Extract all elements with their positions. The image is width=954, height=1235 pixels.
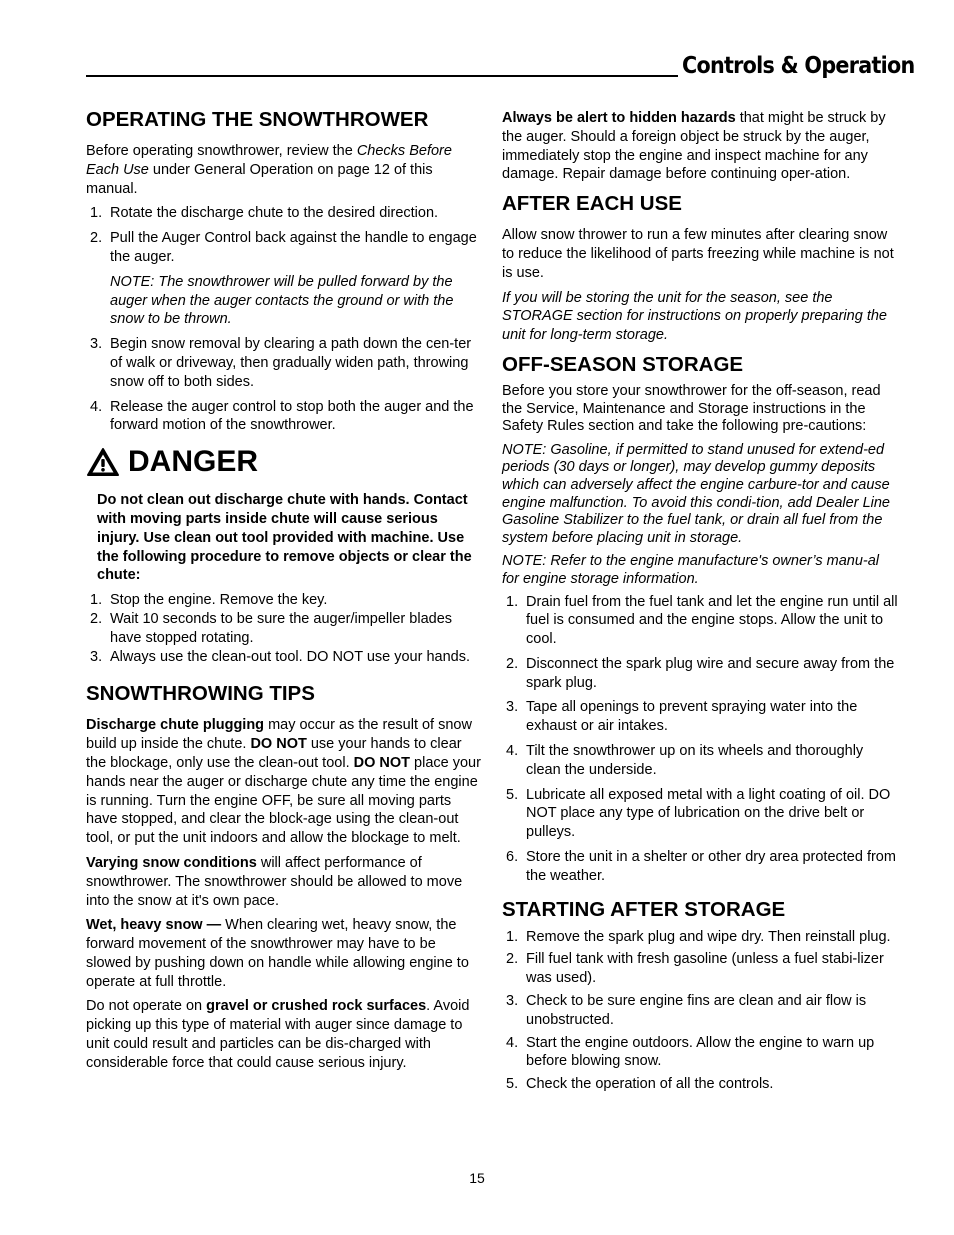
offseason-note-manual: NOTE: Refer to the engine manufacture's owner’s manu-al for engine storage information. [502,553,879,587]
starting-steps [502,928,898,1094]
list-item: 4. Tilt the snowthrower up on its wheels and thoroughly clean the underside. [506,743,864,778]
operating-heading: OPERATING THE SNOWTHROWER [86,108,429,131]
list-item: 2. Pull the Auger Control back against the handle to engage the auger. [90,230,477,265]
list-item: 6. Store the unit in a shelter or other dry area protected from the weather. [506,849,896,884]
danger-warning-text: Do not clean out discharge chute with hands. Contact with moving parts inside chute will cause serious injury. Use clean out tool provided with machine. Use the following procedure to remove objects or clear the chute: [97,492,472,584]
header-rule [86,75,678,77]
list-item: 2. Wait 10 seconds to be sure the auger/impeller blades have stopped rotating. [90,610,453,646]
left-column [86,108,482,1079]
list-item: 3. Tape all openings to prevent spraying water into the exhaust or air intakes. [506,699,858,735]
tips-paragraph-wet-snow: Wet, heavy snow — When clearing wet, heavy snow, the forward movement of the snowthrower may have to be slowed by pushing down on handle while allowing engine to operate at full throttle. [86,917,469,990]
after-use-paragraph: Allow snow thrower to run a few minutes after clearing snow to reduce the likelihood of parts freezing while machine is not is use. [502,227,894,281]
tips-paragraph-conditions: Varying snow conditions will affect performance of snowthrower. The snowthrower should be allowed to move into the snow at it's own pace. [86,854,463,909]
list-item: 4. Start the engine outdoors. Allow the engine to warn up before blowing snow. [506,1034,875,1070]
list-item: 5. Lubricate all exposed metal with a light coating of oil. DO NOT place any type of lubrication on the drive belt or pulleys. [506,786,891,841]
danger-title: DANGER [128,445,259,479]
list-item: 2. Fill fuel tank with fresh gasoline (unless a fuel stabi-lizer was used). [506,951,884,987]
offseason-steps [502,593,898,886]
list-item: 1. Stop the engine. Remove the key. [90,592,328,609]
list-item: 4. Release the auger control to stop both the auger and the forward motion of the snowthrower. [90,398,474,434]
section-title: Controls & Operation [682,53,915,79]
danger-steps [86,591,482,666]
offseason-paragraph: Before you store your snowthrower for the off-season, read the Service, Maintenance and Storage instructions in the Safety Rules section and take the following pre-cautions: [502,382,881,435]
operating-note: NOTE: The snowthrower will be pulled forward by the auger when the auger contacts the ground or with the snow to be thrown. [110,273,454,328]
operating-intro: Before operating snowthrower, review the Checks Before Each Use under General Operation on page 12 of this manual. [86,143,452,197]
page-number: 15 [469,1170,485,1186]
danger-header [86,445,482,479]
after-use-storage-note: If you will be storing the unit for the season, see the STORAGE section for instructions on properly preparing the unit for long-term storage. [502,289,887,344]
operating-steps [86,204,482,266]
list-item: 3. Always use the clean-out tool. DO NOT use your hands. [90,648,470,665]
tips-paragraph-chute: Discharge chute plugging may occur as the result of snow build up inside the chute. DO NOT use your hands to clear the blockage, only use the clean-out tool. DO NOT place your hands near the auger or discharge chute any time the engine is running. Turn the engine OFF, be sure all moving parts have stopped, and clear the block-age using the clean-out tool, or put the unit indoors and allow the blockage to melt. [86,717,481,847]
list-item: 3. Check to be sure engine fins are clean and air flow is unobstructed. [506,993,867,1028]
right-column [502,109,898,1100]
tips-heading: SNOWTHROWING TIPS [86,682,315,706]
list-item: 1. Drain fuel from the fuel tank and let the engine run until all fuel is consumed and the engine stops. Allow the unit to cool. [506,593,898,648]
starting-heading: STARTING AFTER STORAGE [502,897,786,921]
list-item: 1. Rotate the discharge chute to the desired direction. [90,205,439,222]
list-item: 5. Check the operation of all the controls. [506,1076,774,1093]
hazards-paragraph: Always be alert to hidden hazards that might be struck by the auger. Should a foreign object be struck by the auger, immediately stop the engine and inspect machine for any damage. Repair damage before continuing oper-ation. [502,110,886,183]
list-item: 3. Begin snow removal by clearing a path down the cen-ter of walk or driveway, then gradually widen path, throwing snow off to both sides. [90,336,472,390]
warning-triangle-icon [86,447,120,477]
list-item: 2. Disconnect the spark plug wire and secure away from the spark plug. [506,655,895,691]
tips-paragraph-gravel: Do not operate on gravel or crushed rock surfaces. Avoid picking up this type of material with auger since damage to unit could result and particles can be dis-charged with considerable force that could cause serious injury. [86,998,470,1071]
offseason-heading: OFF-SEASON STORAGE [502,352,744,376]
offseason-note-gasoline: NOTE: Gasoline, if permitted to stand unused for extend-ed periods (30 days or longer), may develop gummy deposits which can adversely affect the engine carbure-tor and cause engine malfunction. To avoid this condi-tion, add Dealer Line Gasoline Stabilizer to the fuel tank, or drain all fuel from the system before placing unit in storage. [502,441,890,546]
list-item: 1. Remove the spark plug and wipe dry. Then reinstall plug. [506,928,891,945]
operating-steps-continued [86,335,482,435]
after-use-heading: AFTER EACH USE [502,192,682,216]
